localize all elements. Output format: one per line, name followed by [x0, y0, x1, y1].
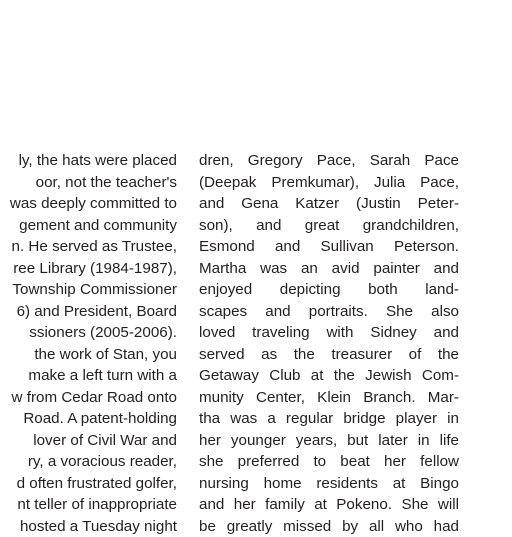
- text-line: and her family at Pokeno. She will: [199, 494, 459, 516]
- text-line: Martha was an avid painter and: [199, 258, 459, 280]
- text-line: served as the treasurer of the: [199, 344, 459, 366]
- text-line: be greatly missed by all who had: [199, 516, 459, 537]
- text-line: ly, the hats were placed: [10, 150, 177, 172]
- left-text-column: [10, 150, 177, 537]
- text-line: oor, not the teacher's: [10, 172, 177, 194]
- text-line: 6) and President, Board: [10, 301, 177, 323]
- text-line: the work of Stan, you: [10, 344, 177, 366]
- text-line: n. He served as Trustee,: [10, 236, 177, 258]
- text-line: dren, Gregory Pace, Sarah Pace: [199, 150, 459, 172]
- right-text-column: [199, 150, 459, 537]
- text-line: scapes and portraits. She also: [199, 301, 459, 323]
- text-line: was deeply committed to: [10, 193, 177, 215]
- text-line: Road. A patent-holding: [10, 408, 177, 430]
- text-line: make a left turn with a: [10, 365, 177, 387]
- text-line: ree Library (1984-1987),: [10, 258, 177, 280]
- text-line: w from Cedar Road onto: [10, 387, 177, 409]
- text-line: enjoyed depicting both land-: [199, 279, 459, 301]
- text-line: gement and community: [10, 215, 177, 237]
- text-line: nt teller of inappropriate: [10, 494, 177, 516]
- text-line: her younger years, but later in life: [199, 430, 459, 452]
- text-line: she preferred to beat her fellow: [199, 451, 459, 473]
- text-line: nursing home residents at Bingo: [199, 473, 459, 495]
- text-line: loved traveling with Sidney and: [199, 322, 459, 344]
- text-line: Getaway Club at the Jewish Com-: [199, 365, 459, 387]
- text-line: tha was a regular bridge player in: [199, 408, 459, 430]
- text-line: lover of Civil War and: [10, 430, 177, 452]
- text-line: Township Commissioner: [10, 279, 177, 301]
- text-line: (Deepak Premkumar), Julia Pace,: [199, 172, 459, 194]
- text-line: d often frustrated golfer,: [10, 473, 177, 495]
- text-line: ssioners (2005-2006).: [10, 322, 177, 344]
- text-line: son), and great grandchildren,: [199, 215, 459, 237]
- text-line: hosted a Tuesday night: [10, 516, 177, 537]
- text-line: munity Center, Klein Branch. Mar-: [199, 387, 459, 409]
- text-line: and Gena Katzer (Justin Peter-: [199, 193, 459, 215]
- text-line: ry, a voracious reader,: [10, 451, 177, 473]
- text-line: Esmond and Sullivan Peterson.: [199, 236, 459, 258]
